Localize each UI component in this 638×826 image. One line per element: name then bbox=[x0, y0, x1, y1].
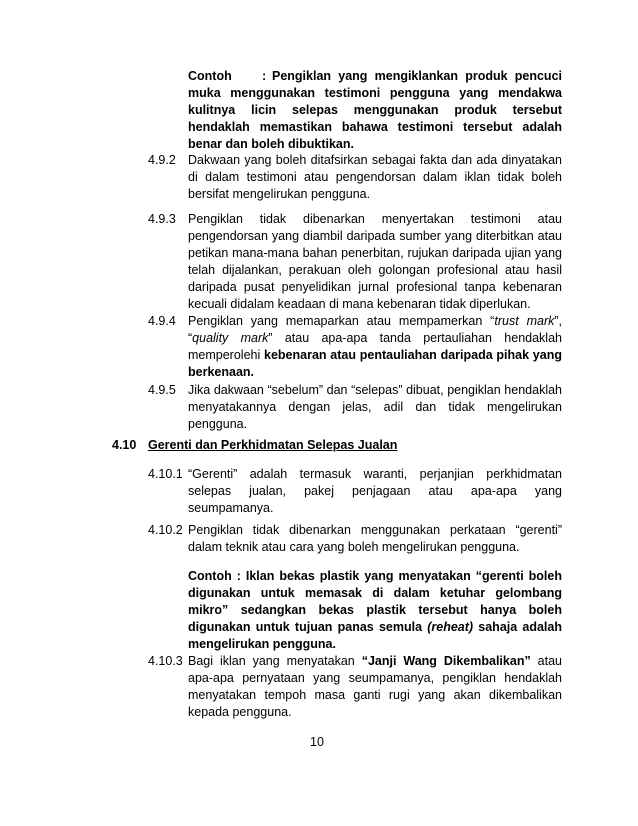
section-number-4-9-3: 4.9.3 bbox=[148, 212, 176, 226]
section-4-9-5-text: Jika dakwaan “sebelum” dan “selepas” dibuat, pengiklan hendaklah menyatakannya dengan jelas, adil dan tidak mengelirukan pengguna. bbox=[188, 383, 562, 431]
text-run: Pengiklan yang memaparkan atau mempamerkan “ bbox=[188, 314, 495, 328]
example-2-text: Contoh : Iklan bekas plastik yang menyatakan “gerenti boleh digunakan untuk memasak di dalam ketuhar gelombang mikro” sedangkan bekas plastik tersebut hanya boleh digunakan untuk tujuan panas semula bbox=[188, 569, 562, 634]
section-number-4-9-5: 4.9.5 bbox=[148, 383, 176, 397]
example-1-text bbox=[188, 68, 562, 153]
section-number-4-10-1: 4.10.1 bbox=[148, 467, 183, 481]
trust-mark-term: trust mark bbox=[494, 314, 555, 328]
section-4-10-1-text: “Gerenti” adalah termasuk waranti, perjanjian perkhidmatan selepas jualan, pakej penjagaan atau apa-apa yang seumpamanya. bbox=[188, 467, 562, 515]
example-label: Contoh bbox=[188, 69, 232, 83]
section-number-4-10-2: 4.10.2 bbox=[148, 523, 183, 537]
section-number-4-10: 4.10 bbox=[112, 438, 137, 452]
section-number-4-9-2: 4.9.2 bbox=[148, 153, 176, 167]
example-2-text-end: sahaja adalah mengelirukan pengguna. bbox=[188, 620, 562, 651]
section-number-4-10-3: 4.10.3 bbox=[148, 654, 183, 668]
page-number: 10 bbox=[310, 735, 324, 749]
section-4-9-2-text: Dakwaan yang boleh ditafsirkan sebagai fakta dan ada dinyatakan di dalam testimoni atau pengendorsan dalam iklan tidak boleh bersifat mengelirukan pengguna. bbox=[188, 153, 562, 201]
section-4-10-2-text: Pengiklan tidak dibenarkan menggunakan perkataan “gerenti” dalam teknik atau cara yang boleh mengelirukan pengguna. bbox=[188, 523, 562, 554]
bold-phrase: kebenaran atau pentauliahan daripada pihak yang berkenaan. bbox=[188, 348, 562, 379]
example-sep: : bbox=[262, 69, 267, 83]
example-1-body: Pengiklan yang mengiklankan produk pencuci muka menggunakan testimoni pengguna yang mendakwa kulitnya licin selepas menggunakan produk tersebut hendaklah memastikan bahawa testimoni tersebut adalah benar dan boleh dibuktikan. bbox=[188, 69, 562, 151]
text-run: ”, “ bbox=[188, 314, 562, 345]
example-block-2 bbox=[188, 568, 562, 653]
text-run: ” atau apa-apa tanda pertauliahan hendaklah memperolehi bbox=[188, 331, 562, 362]
section-number-4-9-4: 4.9.4 bbox=[148, 314, 176, 328]
reheat-term: (reheat) bbox=[427, 620, 474, 634]
text-run: Bagi iklan yang menyatakan bbox=[188, 654, 362, 668]
bold-phrase: “Janji Wang Dikembalikan” bbox=[361, 654, 531, 668]
section-4-9-4-text bbox=[188, 313, 562, 381]
quality-mark-term: quality mark bbox=[192, 331, 269, 345]
section-4-10-title: Gerenti dan Perkhidmatan Selepas Jualan bbox=[148, 438, 398, 452]
text-run: atau apa-apa pernyataan yang seumpamanya, pengiklan hendaklah menyatakan tempoh masa ganti rugi yang akan dikembalikan kepada pengguna. bbox=[188, 654, 562, 719]
section-4-10-3-text bbox=[188, 653, 562, 721]
section-4-9-3-text: Pengiklan tidak dibenarkan menyertakan testimoni atau pengendorsan yang diambil daripada sumber yang diterbitkan atau petikan mana-mana bahan penerbitan, rujukan daripada ujian yang telah dijalankan, perakuan oleh golongan profesional atau hasil daripada pusat penyelidikan jurnal profesional tanpa kebenaran kecuali didalam keadaan di mana kebenaran tidak diperlukan. bbox=[188, 212, 562, 311]
